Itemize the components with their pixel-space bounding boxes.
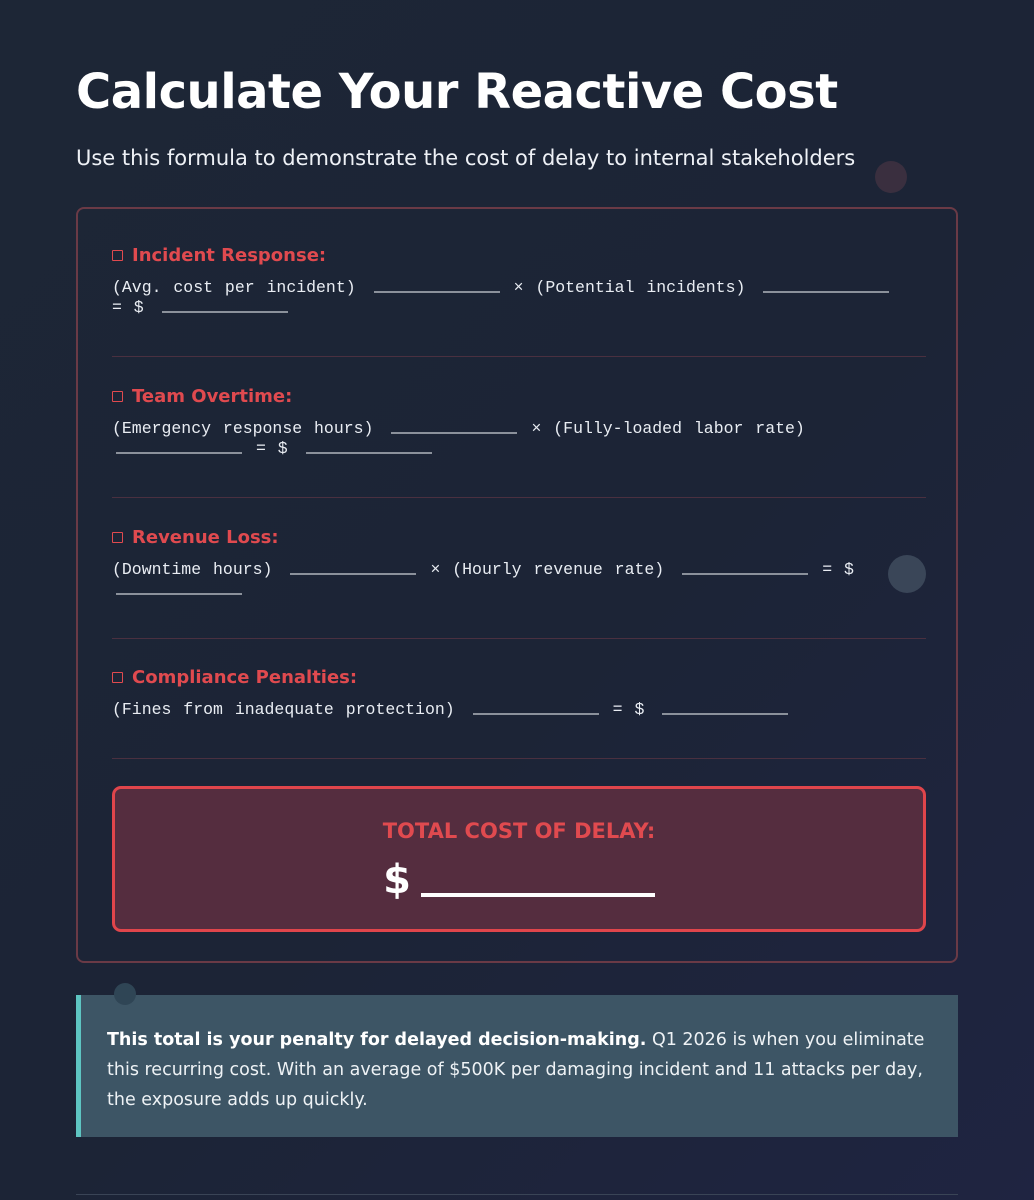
page-subtitle: Use this formula to demonstrate the cost of delay to internal stakeholders bbox=[76, 146, 856, 170]
formula-term: (Avg. cost per incident) bbox=[112, 278, 356, 297]
divider bbox=[76, 1194, 958, 1195]
checkbox-icon[interactable] bbox=[112, 672, 123, 683]
item-header bbox=[112, 386, 926, 407]
formula-term: (Fines from inadequate protection) bbox=[112, 700, 455, 719]
item-header bbox=[112, 527, 926, 548]
page-title: Calculate Your Reactive Cost bbox=[76, 64, 838, 120]
item-compliance-penalties bbox=[112, 667, 926, 720]
checkbox-icon[interactable] bbox=[112, 391, 123, 402]
blank-field[interactable] bbox=[682, 573, 808, 575]
formula-term: (Potential incidents) bbox=[535, 278, 746, 297]
equals-dollar: = $ bbox=[256, 439, 288, 458]
callout-note bbox=[76, 995, 958, 1137]
total-label: TOTAL COST OF DELAY: bbox=[382, 819, 656, 843]
result-field[interactable] bbox=[306, 452, 432, 454]
blank-field[interactable] bbox=[116, 452, 242, 454]
formula bbox=[112, 419, 926, 459]
result-field[interactable] bbox=[162, 311, 288, 313]
total-box bbox=[112, 786, 926, 932]
multiply-operator: × bbox=[513, 278, 524, 297]
divider bbox=[112, 758, 926, 759]
blank-field[interactable] bbox=[391, 432, 517, 434]
item-incident-response bbox=[112, 245, 926, 318]
item-label: Revenue Loss: bbox=[132, 527, 279, 548]
item-header bbox=[112, 245, 926, 266]
decorative-circle bbox=[114, 983, 136, 1005]
equals-dollar: = $ bbox=[612, 700, 645, 719]
formula-term: (Emergency response hours) bbox=[112, 419, 374, 438]
blank-field[interactable] bbox=[374, 291, 500, 293]
item-label: Team Overtime: bbox=[132, 386, 293, 407]
calculator-card bbox=[76, 207, 958, 963]
item-header bbox=[112, 667, 926, 688]
note-bold: This total is your penalty for delayed decision-making. bbox=[107, 1030, 647, 1050]
divider bbox=[112, 356, 926, 357]
decorative-circle bbox=[888, 555, 926, 593]
formula bbox=[112, 700, 926, 720]
item-label: Incident Response: bbox=[132, 245, 327, 266]
blank-field[interactable] bbox=[290, 573, 416, 575]
result-field[interactable] bbox=[116, 593, 242, 595]
checkbox-icon[interactable] bbox=[112, 250, 123, 261]
multiply-operator: × bbox=[430, 560, 441, 579]
total-value bbox=[115, 857, 923, 903]
formula-term: (Downtime hours) bbox=[112, 560, 273, 579]
divider bbox=[112, 497, 926, 498]
note-text: Q1 2026 is when you eliminate this recurring cost. With an average of $500K per damaging incident and 11 attacks per day, the exposure adds up quickly. bbox=[107, 1030, 925, 1110]
formula bbox=[112, 560, 926, 600]
item-team-overtime bbox=[112, 386, 926, 459]
item-revenue-loss bbox=[112, 527, 926, 600]
formula bbox=[112, 278, 926, 318]
formula-term: (Fully-loaded labor rate) bbox=[553, 419, 805, 438]
result-field[interactable] bbox=[662, 713, 788, 715]
decorative-circle bbox=[875, 161, 907, 193]
blank-field[interactable] bbox=[763, 291, 889, 293]
formula-term: (Hourly revenue rate) bbox=[452, 560, 665, 579]
blank-field[interactable] bbox=[473, 713, 599, 715]
equals-dollar: = $ bbox=[112, 298, 144, 317]
divider bbox=[112, 638, 926, 639]
multiply-operator: × bbox=[531, 419, 542, 438]
checkbox-icon[interactable] bbox=[112, 532, 123, 543]
total-currency: $ bbox=[383, 857, 411, 903]
total-blank-field[interactable] bbox=[421, 893, 655, 897]
equals-dollar: = $ bbox=[822, 560, 854, 579]
item-label: Compliance Penalties: bbox=[132, 667, 358, 688]
